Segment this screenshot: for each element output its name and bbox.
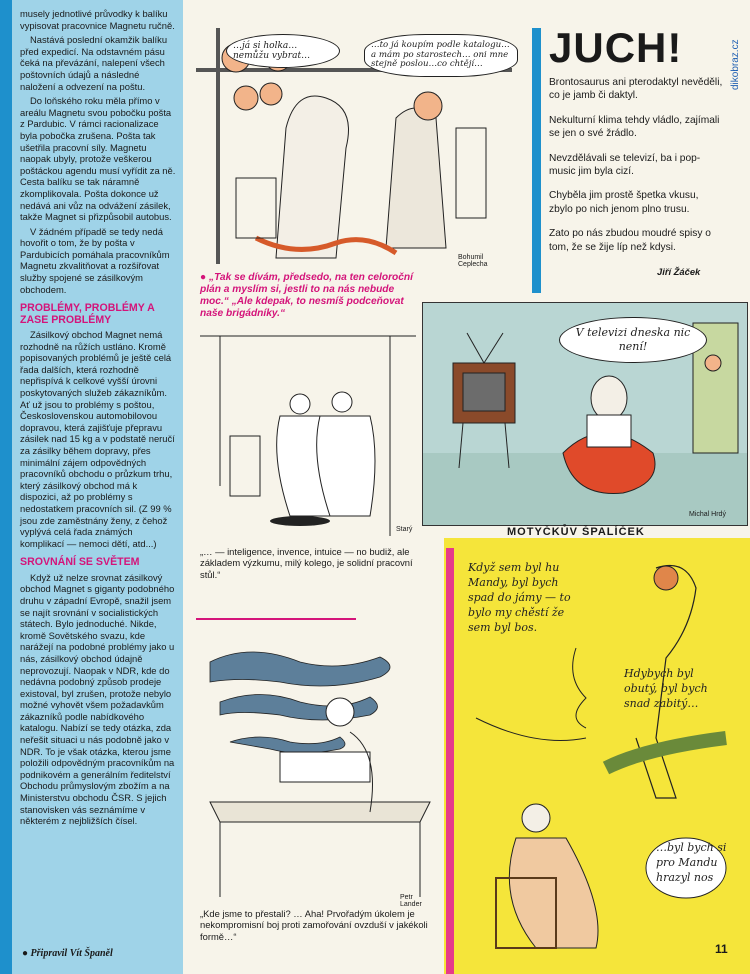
handwritten-verse: Když sem byl hu Mandy, byl bych spad do jámy — to bylo my chěstí že sem byl bos.: [468, 561, 571, 634]
poem-author: Jiří Žáček: [657, 266, 701, 277]
article-heading: PROBLÉMY, PROBLÉMY A ZASE PROBLÉMY: [20, 302, 155, 326]
cartoon-credit: Petr Lander: [400, 894, 422, 908]
cartoon-credit: Michal Hrdý: [689, 511, 726, 518]
poem-stanza: Zato po nás zbudou moudré spisy o tom, že se žije líp než kdysi.: [549, 228, 711, 253]
cartoon-television: [422, 302, 748, 526]
cartoon-caption: „… — inteligence, invence, intuice — no budiž, ale základem výzkumu, milý kolego, je solidní pracovní stůl.“: [200, 546, 413, 580]
cartoon-typewriter: [200, 632, 436, 908]
spalicek-pink-edge: [446, 548, 454, 974]
article-paragraph: Nastává poslední okamžik balíku před expedicí. Na odstavném pásu čeká na převázání, nalepení všech poštovních údajů a následné naložení a odvezení na poštu.: [20, 34, 168, 92]
poem-stanza: Nevzdělávali se televizí, ba i pop-music jim byla cizí.: [549, 152, 701, 178]
speech-bubble: V televizi dneska nic není!: [559, 317, 707, 363]
cartoon-caption: ● „Tak se dívám, předsedo, na ten celoroční plán a myslím si, jestli to na nás nebude moc.“ „Ale kdepak, to nesmíš podceňovat naše brigádníky.“: [200, 272, 413, 319]
article-paragraph: musely jednotlivé průvodky k balíku vypisovat pracovnice Magnetu ručně.: [20, 8, 175, 31]
site-watermark: dikobraz.cz: [730, 39, 741, 90]
handwritten-verse: …byl bych si pro Mandu hrazyl nos: [656, 841, 727, 884]
poem-stanza: Brontosaurus ani pterodaktyl nevěděli, co je jamb či daktyl.: [549, 77, 723, 102]
cartoon-credit: Bohumil Ceplecha: [458, 254, 488, 268]
handwritten-verse: Hdybych byl obutý, byl bych snad zabitý…: [624, 667, 708, 710]
cartoon-shop: [196, 28, 512, 268]
cartoon-scientists: [200, 326, 416, 536]
poem-accent-bar: [532, 28, 541, 293]
section-divider: [196, 618, 356, 620]
article-column: [20, 8, 176, 830]
page-number: 11: [715, 942, 728, 956]
spalicek-title: MOTYČKŮV ŠPALÍČEK: [503, 526, 649, 538]
cartoon-typewriter-drawing: [200, 632, 436, 902]
poem-stanza: Nekulturní klima tehdy vládlo, zajímali se jen o své žrádlo.: [549, 114, 720, 140]
speech-bubble: …to já koupím podle katalogu… a mám po starostech… oni mne stejně poslou…co chtějí…: [364, 34, 518, 77]
article-paragraph: Zásilkový obchod Magnet nemá rozhodně na růžích ustláno. Kromě popisovaných problémů je ještě celá řada dalších, která rozhodně nepřispívá k celkové vyšší úrovni poskytovaných služeb zákazníkům. Ať už jsou to problémy s poštou, Československou automobilovou dopravou, která zajišťuje přepravu zásilek nad 15 kg a v podstatě neručí za zásilky během dopravy, přes minimální zájem odpovědných pracovníků obchodu o průzkum trhu, který zásilkový obchod má k dispozici, až po problémy s nedostatkem pracovních sil. (Z 99 % jsou zde zaměstnány ženy, z čehož vyplývá celá řada známých komplikací — nemoci dětí, atd...): [20, 329, 175, 549]
poem-body: [549, 76, 724, 265]
article-paragraph: Když už nelze srovnat zásilkový obchod Magnet s giganty podobného druhu v západní Evropě, snažil jsem se najít srovnání v socialistických státech. Bylo jednoduché. Nikde, kromě Sovětského svazu, kde narážejí na podobné problémy jako u nás, zásilkový obchod údajně neprovozují. Naopak v NDR, kde do nedávna podobný způsob prodeje existoval, byl zrušen, protože nebylo možné vyhovět všem požadavkům zákazníků podle nabídkového katalogu. Nabízí se tedy otázka, zda neřešit situaci u nás podobně jako v NDR. To je však otázka, kterou jsme položili odpovědným pracovníkům na podnikovém a generálním ředitelství Obchodu průmyslovým zbožím a na Ministerstvu obchodu ČSR. S jejich stanovisken vás seznámíme v některém z nejbližších čísel.: [20, 571, 175, 827]
cartoon-caption: „Kde jsme to přestali? … Aha! Prvořadým úkolem je nekompromisní boj proti zamořování ovzduší v jakékoli formě…“: [200, 908, 428, 942]
article-signature: ● Připravil Vít Španěl: [22, 948, 113, 959]
speech-bubble: …já si holka…nemůžu vybrat…: [226, 34, 340, 68]
cartoon-scientists-drawing: [200, 326, 416, 536]
cartoon-credit: Starý: [396, 526, 413, 533]
poem-stanza: Chyběla jim prostě špetka vkusu, zbylo po nich jenom plno trusu.: [549, 190, 699, 215]
left-blue-stripe: [0, 0, 12, 974]
article-heading: SROVNÁNÍ SE SVĚTEM: [20, 556, 140, 569]
article-paragraph: Do loňského roku měla přímo v areálu Magnetu svou pobočku pošta z Pardubic. V rámci racionalizace byla pobočka zrušena. Pošta tak ušetřila pracovní síly. Magnetu naopak ubyly, protože veškerou poštáckou agendu musí vyřídit za ně. Cesta balíku se tak náramně zkomplikovala. Pošta dokonce už nedává ani vůz na odvážení zásilek, takže Magnet si přizpůsobil autobus.: [20, 95, 176, 223]
poem-title: JUCH!: [549, 24, 683, 71]
article-paragraph: V žádném případě se tedy nedá hovořit o tom, že by pošta v Pardubicích pomáhala pracovníkům Magnetu zkvalitňovat a rozšiřovat služby spojené se zásilkovým obchodem.: [20, 225, 170, 295]
